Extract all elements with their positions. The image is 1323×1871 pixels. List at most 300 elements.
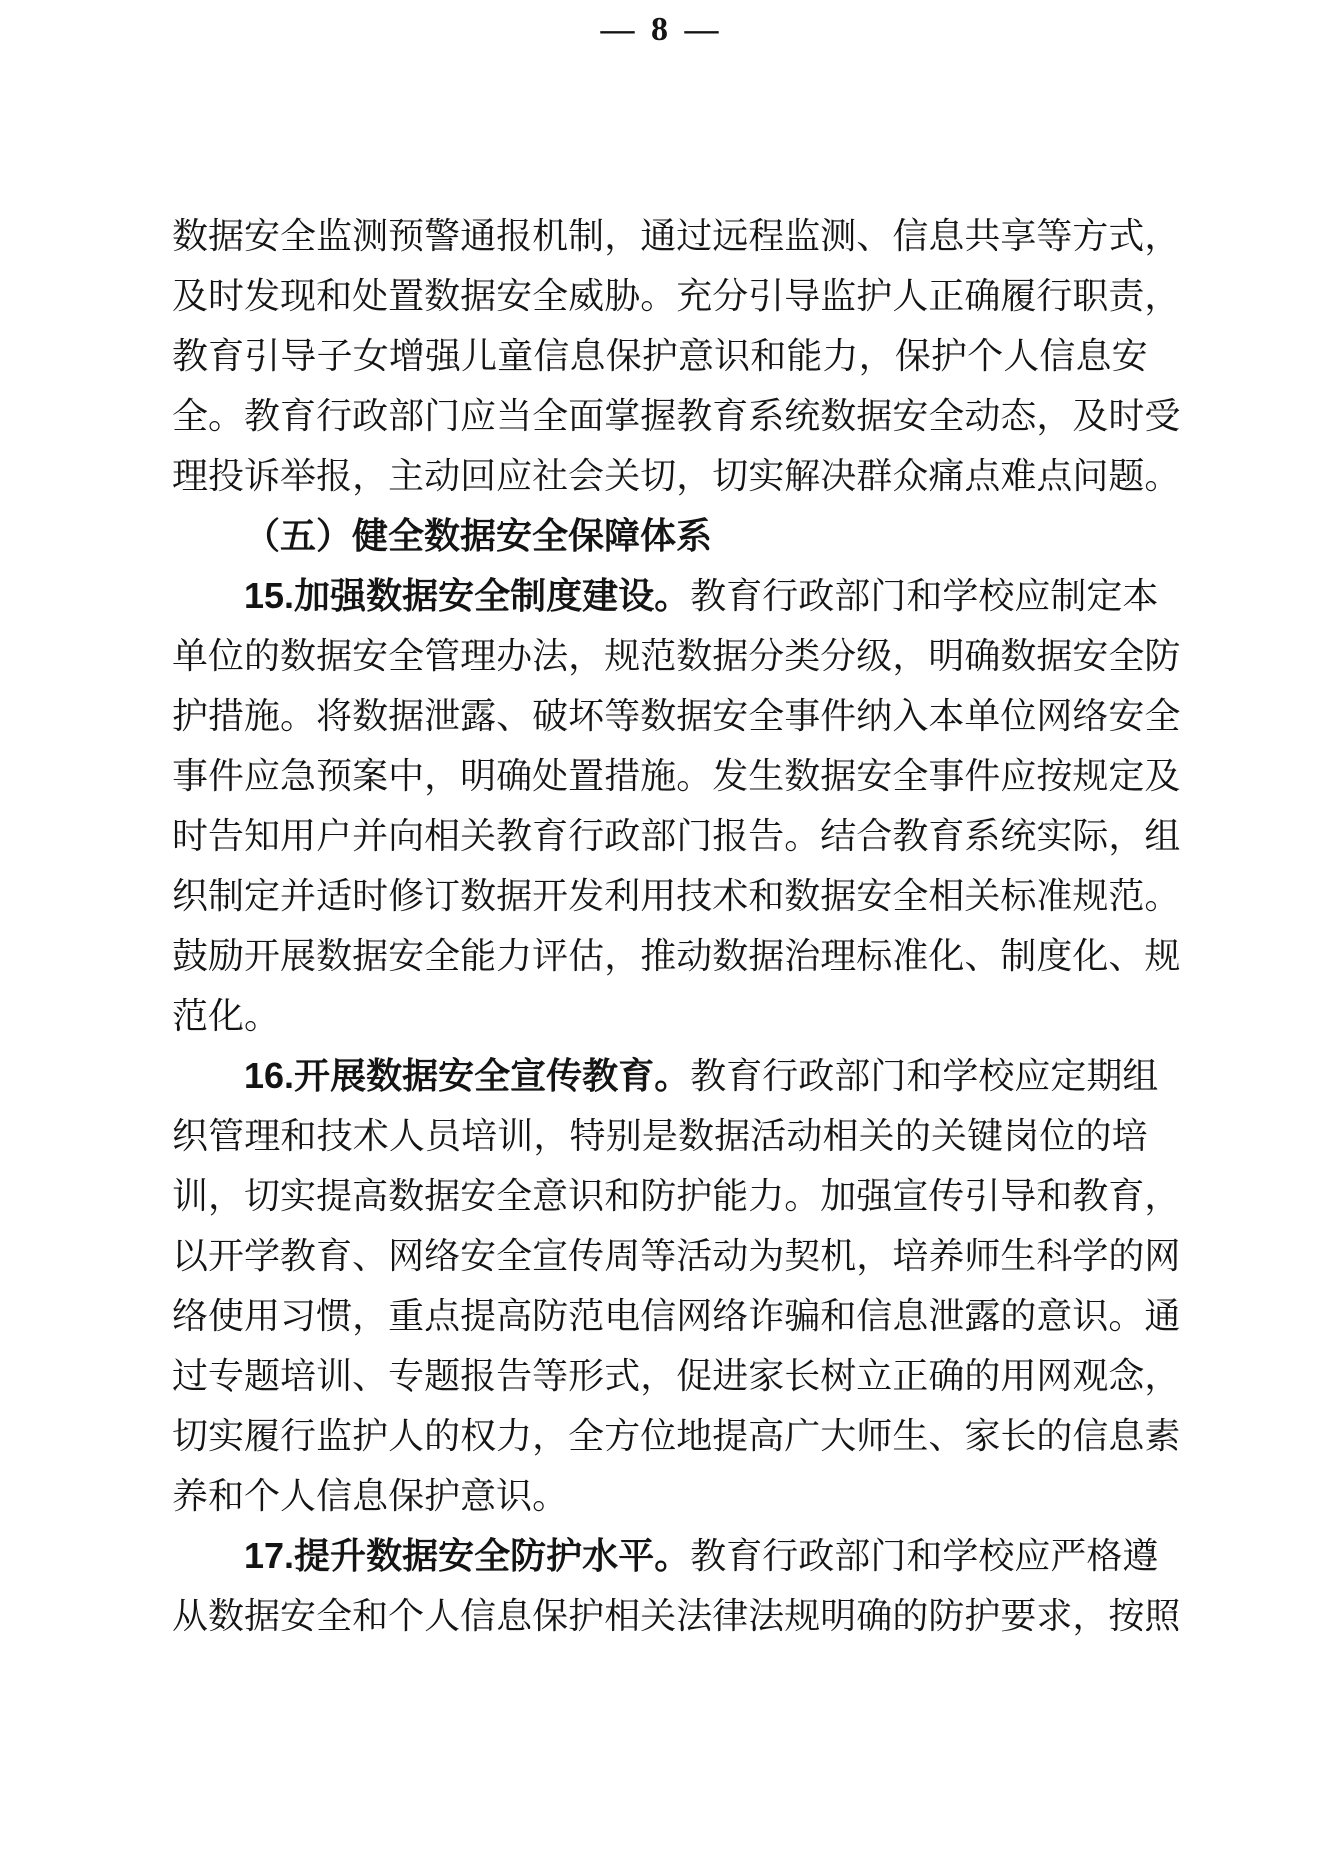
text-char: 和 — [906, 1536, 943, 1576]
text-char: 和 — [316, 276, 353, 316]
text-char: 威 — [568, 276, 605, 316]
text-char: 痛 — [928, 456, 965, 496]
text-char: ， — [533, 1116, 570, 1156]
text-char: 全 — [280, 216, 317, 256]
text-char: 和 — [750, 336, 787, 376]
text-char: 化 — [208, 996, 245, 1036]
text-char: 监 — [316, 216, 353, 256]
text-char: 的 — [964, 1356, 1001, 1396]
text-char: 育 — [1108, 1176, 1145, 1216]
text-char: 报 — [316, 456, 353, 496]
text-char: 的 — [1075, 1116, 1112, 1156]
text-char: 能 — [786, 336, 823, 376]
text-char: 结 — [820, 816, 857, 856]
text-char: 知 — [244, 816, 281, 856]
text-char: 防 — [532, 1296, 569, 1336]
paragraph-lead-char: 安 — [438, 1535, 475, 1576]
text-char: 人 — [388, 1116, 425, 1156]
text-char: 掌 — [604, 396, 641, 436]
text-char: 信 — [856, 1296, 893, 1336]
text-char: 据 — [244, 1596, 281, 1636]
text-char: 契 — [784, 1236, 821, 1276]
paragraph-lead-char: 。 — [654, 575, 691, 616]
paragraph-lead-char: 安 — [438, 1055, 475, 1096]
text-char: 受 — [1144, 396, 1181, 436]
text-char: 学 — [942, 576, 979, 616]
text-char: 理 — [460, 636, 497, 676]
text-char: 门 — [424, 396, 461, 436]
text-char: 和 — [906, 1056, 943, 1096]
text-char: 行 — [762, 1536, 799, 1576]
text-char: 权 — [460, 1416, 497, 1456]
text-line — [172, 1046, 1159, 1106]
text-char: 生 — [1000, 1236, 1037, 1276]
text-char: 护 — [424, 1476, 461, 1516]
text-char: 明 — [460, 756, 497, 796]
text-char: 明 — [820, 1596, 857, 1636]
text-char: 泄 — [424, 696, 461, 736]
text-char: 按 — [1108, 1596, 1145, 1636]
text-char: 。 — [280, 696, 317, 736]
text-char: 充 — [676, 276, 713, 316]
paragraph-lead-char: 全 — [474, 1055, 511, 1096]
text-char: 评 — [532, 936, 569, 976]
text-char: 时 — [172, 816, 209, 856]
text-char: 。 — [640, 276, 677, 316]
text-char: 远 — [712, 216, 749, 256]
text-char: 单 — [172, 636, 209, 676]
text-char: 护 — [676, 1176, 713, 1216]
paragraph-lead-char: 建 — [582, 575, 619, 616]
paragraph-lead-char: 水 — [582, 1535, 619, 1576]
text-char: 数 — [712, 936, 749, 976]
text-char: 全 — [496, 1176, 533, 1216]
text-char: 数 — [784, 756, 821, 796]
text-char: 享 — [1000, 216, 1037, 256]
text-char: 周 — [604, 1236, 641, 1276]
text-char: 题 — [424, 1356, 461, 1396]
text-char: 意 — [677, 336, 714, 376]
text-char: 等 — [532, 1356, 569, 1396]
text-char: ， — [604, 936, 641, 976]
text-char: 保 — [388, 1476, 425, 1516]
text-char: 发 — [568, 876, 605, 916]
text-char: 机 — [820, 1236, 857, 1276]
text-char: 科 — [1036, 1236, 1073, 1276]
text-char: 监 — [316, 1416, 353, 1456]
text-line — [172, 1586, 1181, 1646]
text-char: 息 — [352, 1476, 389, 1516]
text-char: 制 — [208, 876, 245, 916]
text-char: 件 — [820, 696, 857, 736]
text-char: 全 — [1108, 636, 1145, 676]
text-char: 。 — [676, 756, 713, 796]
text-char: 确 — [964, 636, 1001, 676]
paragraph-lead-char: 加 — [294, 575, 331, 616]
text-char: 解 — [784, 456, 821, 496]
text-char: 据 — [676, 696, 713, 736]
text-char: 全 — [532, 276, 569, 316]
paragraph-lead-char: 据 — [402, 1055, 439, 1096]
text-char: 增 — [388, 336, 425, 376]
text-char: 安 — [496, 276, 533, 316]
text-char: 照 — [1144, 1596, 1181, 1636]
text-line — [172, 1286, 1181, 1346]
text-char: 信 — [533, 336, 570, 376]
text-char: 技 — [676, 876, 713, 916]
text-char: 。 — [208, 396, 245, 436]
text-char: 用 — [1000, 1356, 1037, 1396]
text-char: 露 — [460, 696, 497, 736]
text-char: 的 — [1036, 1416, 1073, 1456]
text-char: 个 — [967, 336, 1004, 376]
text-char: 数 — [316, 936, 353, 976]
text-char: 安 — [892, 396, 929, 436]
text-char: 育 — [280, 396, 317, 436]
text-char: 应 — [1014, 1536, 1051, 1576]
text-char: 育 — [712, 396, 749, 436]
text-char: 广 — [784, 1416, 821, 1456]
text-char: 女 — [352, 336, 389, 376]
text-char: 政 — [798, 1536, 835, 1576]
text-char: 求 — [1036, 1596, 1073, 1636]
text-char: 息 — [1075, 336, 1112, 376]
text-char: ， — [1072, 1596, 1109, 1636]
text-char: 数 — [1000, 636, 1037, 676]
text-char: 信 — [316, 1476, 353, 1516]
text-char: 培 — [892, 1236, 929, 1276]
text-char: 分 — [748, 636, 785, 676]
paragraph-lead-char: 平 — [618, 1535, 655, 1576]
text-char: 化 — [928, 936, 965, 976]
text-char: 的 — [894, 1116, 931, 1156]
text-char: 育 — [208, 336, 245, 376]
text-char: 数 — [820, 396, 857, 436]
text-char: 统 — [1000, 816, 1037, 856]
text-char: 立 — [856, 1356, 893, 1396]
section-heading: （五）健全数据安全保障体系 — [244, 515, 713, 556]
text-char: 活 — [676, 1236, 713, 1276]
text-char: 点 — [1036, 456, 1073, 496]
text-char: 学 — [942, 1056, 979, 1096]
text-char: 识 — [1072, 1296, 1109, 1336]
text-char: ， — [1108, 816, 1145, 856]
text-char: 胁 — [604, 276, 641, 316]
text-char: ， — [1144, 276, 1181, 316]
text-char: 、 — [352, 1236, 389, 1276]
text-char: 相 — [604, 1596, 641, 1636]
text-char: 校 — [978, 1056, 1015, 1096]
text-char: 保 — [532, 1596, 569, 1636]
text-char: 防 — [1144, 636, 1181, 676]
text-char: 员 — [424, 1116, 461, 1156]
text-char: 告 — [748, 816, 785, 856]
text-char: ， — [1144, 1176, 1181, 1216]
text-char: 能 — [712, 1176, 749, 1216]
text-char: 关 — [460, 816, 497, 856]
text-char: 力 — [748, 1176, 785, 1216]
text-char: 保 — [605, 336, 642, 376]
text-char: 社 — [532, 456, 569, 496]
text-char: 时 — [352, 876, 389, 916]
text-char: 确 — [964, 276, 1001, 316]
text-char: 子 — [316, 336, 353, 376]
text-char: 安 — [712, 696, 749, 736]
text-char: 相 — [928, 876, 965, 916]
paragraph-lead-char: 教 — [582, 1055, 619, 1096]
text-char: 网 — [1036, 696, 1073, 736]
text-char: 投 — [208, 456, 245, 496]
text-char: 训 — [316, 1356, 353, 1396]
text-char: 单 — [964, 696, 1001, 736]
text-char: ， — [424, 756, 461, 796]
paragraph-lead-char: 展 — [330, 1055, 367, 1096]
text-char: 数 — [172, 216, 209, 256]
text-char: 树 — [820, 1356, 857, 1396]
text-char: 件 — [964, 756, 1001, 796]
text-char: 组 — [1144, 816, 1181, 856]
text-char: 露 — [964, 1296, 1001, 1336]
text-char: 安 — [352, 636, 389, 676]
text-char: 形 — [568, 1356, 605, 1396]
text-char: 系 — [964, 816, 1001, 856]
text-char: 用 — [280, 816, 317, 856]
text-char: 措 — [208, 696, 245, 736]
text-char: 标 — [1000, 876, 1037, 916]
text-char: 展 — [280, 936, 317, 976]
text-char: 准 — [892, 936, 929, 976]
text-char: 识 — [568, 1176, 605, 1216]
text-char: 定 — [1086, 576, 1123, 616]
paragraph-lead-char: 数 — [366, 575, 403, 616]
text-char: 纳 — [856, 696, 893, 736]
text-char: 治 — [784, 936, 821, 976]
text-line — [172, 1226, 1181, 1286]
text-char: 育 — [726, 1536, 763, 1576]
text-char: 据 — [856, 396, 893, 436]
text-char: 件 — [208, 756, 245, 796]
text-char: 念 — [1108, 1356, 1145, 1396]
text-char: 动 — [676, 936, 713, 976]
text-char: ， — [640, 1356, 677, 1396]
text-char: 规 — [604, 636, 641, 676]
text-char: 长 — [1000, 1416, 1037, 1456]
text-char: 。 — [1144, 876, 1181, 916]
text-char: 部 — [834, 1536, 871, 1576]
text-char: 安 — [1072, 636, 1109, 676]
text-char: 网 — [1144, 1236, 1181, 1276]
text-char: 规 — [1072, 756, 1109, 796]
text-char: 遵 — [1122, 1536, 1159, 1576]
text-char: 测 — [352, 216, 389, 256]
text-char: 训 — [172, 1176, 209, 1216]
text-char: 测 — [820, 216, 857, 256]
text-char: 处 — [532, 756, 569, 796]
text-char: 数 — [280, 636, 317, 676]
text-char: 过 — [172, 1356, 209, 1396]
text-char: 部 — [834, 576, 871, 616]
text-char: 育 — [316, 1236, 353, 1276]
text-char: 入 — [892, 696, 929, 736]
text-char: 报 — [496, 216, 533, 256]
text-char: 类 — [784, 636, 821, 676]
text-char: 态 — [1000, 396, 1037, 436]
text-char: 事 — [172, 756, 209, 796]
text-char: 的 — [244, 636, 281, 676]
text-char: 据 — [316, 636, 353, 676]
text-char: 长 — [784, 1356, 821, 1396]
text-char: 管 — [208, 1116, 245, 1156]
text-char: 管 — [424, 636, 461, 676]
text-char: 人 — [1003, 336, 1040, 376]
text-char: 和 — [906, 576, 943, 616]
text-char: 传 — [928, 1176, 965, 1216]
paragraph-lead-char: 提 — [294, 1535, 331, 1576]
text-char: 定 — [244, 876, 281, 916]
text-char: ， — [604, 216, 641, 256]
text-char: 部 — [388, 396, 425, 436]
text-char: 电 — [604, 1296, 641, 1336]
text-char: 理 — [244, 1116, 281, 1156]
text-char: 共 — [964, 216, 1001, 256]
text-char: 促 — [676, 1356, 713, 1396]
paragraph-lead-char: 护 — [546, 1535, 583, 1576]
text-line — [172, 986, 1148, 1046]
text-char: 养 — [172, 1476, 209, 1516]
text-char: ， — [352, 1296, 389, 1336]
paragraph-lead-char: 升 — [330, 1535, 367, 1576]
paragraph-lead-char: 全 — [474, 575, 511, 616]
text-char: 安 — [280, 1596, 317, 1636]
text-char: 题 — [1108, 456, 1145, 496]
text-char: 全 — [532, 396, 569, 436]
text-char: 提 — [460, 1296, 497, 1336]
text-char: 估 — [568, 936, 605, 976]
text-char: 全 — [892, 756, 929, 796]
text-char: 切 — [172, 1416, 209, 1456]
text-char: 系 — [748, 396, 785, 436]
text-char: 动 — [712, 1236, 749, 1276]
text-char: 培 — [1111, 1116, 1148, 1156]
text-char: ， — [1144, 1356, 1181, 1396]
paragraph-lead-char: 据 — [402, 1535, 439, 1576]
text-char: 。 — [1144, 456, 1181, 496]
text-char: 回 — [460, 456, 497, 496]
text-char: 级 — [856, 636, 893, 676]
text-char: 的 — [424, 1416, 461, 1456]
text-char: 数 — [424, 276, 461, 316]
text-char: ， — [532, 1416, 569, 1456]
text-char: 网 — [1036, 1356, 1073, 1396]
text-char: 开 — [244, 936, 281, 976]
text-char: 行 — [1036, 276, 1073, 316]
text-char: 惯 — [316, 1296, 353, 1336]
text-char: 准 — [1036, 876, 1073, 916]
text-char: 教 — [690, 576, 727, 616]
text-char: 。 — [784, 1176, 821, 1216]
text-char: 高 — [352, 1176, 389, 1216]
text-char: 本 — [1122, 576, 1159, 616]
text-char: 保 — [894, 336, 931, 376]
text-line — [172, 386, 1181, 446]
text-char: ， — [676, 456, 713, 496]
text-char: 措 — [604, 756, 641, 796]
text-char: 明 — [928, 636, 965, 676]
text-char: 修 — [388, 876, 425, 916]
text-char: 方 — [1072, 216, 1109, 256]
text-char: 息 — [569, 336, 606, 376]
text-char: 高 — [496, 1296, 533, 1336]
text-line — [172, 566, 1159, 626]
text-char: 严 — [1050, 1536, 1087, 1576]
text-char: 置 — [388, 276, 425, 316]
text-char: 发 — [712, 756, 749, 796]
text-char: 格 — [1086, 1536, 1123, 1576]
text-char: 政 — [798, 576, 835, 616]
text-char: 教 — [496, 816, 533, 856]
text-char: 网 — [388, 1236, 425, 1276]
text-char: 高 — [748, 1416, 785, 1456]
text-char: 据 — [820, 876, 857, 916]
text-char: 关 — [930, 1116, 967, 1156]
text-char: 决 — [820, 456, 857, 496]
text-char: 护 — [172, 696, 209, 736]
text-char: 主 — [388, 456, 425, 496]
text-char: 提 — [316, 1176, 353, 1216]
text-char: 个 — [388, 1596, 425, 1636]
paragraph-lead-char: 据 — [402, 575, 439, 616]
text-char: 式 — [1108, 216, 1145, 256]
text-char: 络 — [712, 1296, 749, 1336]
text-char: 度 — [1036, 936, 1073, 976]
text-char: 门 — [870, 1536, 907, 1576]
text-char: 告 — [496, 1356, 533, 1396]
text-char: 信 — [1039, 336, 1076, 376]
text-char: 习 — [280, 1296, 317, 1336]
text-char: 息 — [928, 216, 965, 256]
text-char: 安 — [1108, 696, 1145, 736]
text-char: 据 — [712, 636, 749, 676]
text-char: 数 — [388, 1176, 425, 1216]
text-char: 键 — [967, 1116, 1004, 1156]
text-char: 强 — [424, 336, 461, 376]
text-char: 数 — [640, 696, 677, 736]
text-char: 和 — [604, 1176, 641, 1216]
text-char: 应 — [1000, 756, 1037, 796]
page-number: — 8 — — [600, 11, 723, 48]
text-char: 方 — [604, 1416, 641, 1456]
text-char: 据 — [1036, 636, 1073, 676]
text-char: 报 — [712, 816, 749, 856]
text-char: 举 — [280, 456, 317, 496]
text-block — [172, 206, 1181, 1646]
text-char: 诈 — [748, 1296, 785, 1336]
text-char: 点 — [964, 456, 1001, 496]
text-char: 门 — [676, 816, 713, 856]
text-char: 育 — [726, 576, 763, 616]
text-char: 学 — [942, 1536, 979, 1576]
text-char: 、 — [496, 696, 533, 736]
text-char: 师 — [964, 1236, 1001, 1276]
text-char: 校 — [978, 576, 1015, 616]
text-char: 培 — [461, 1116, 498, 1156]
text-char: 据 — [714, 1116, 751, 1156]
text-char: 行 — [568, 816, 605, 856]
paragraph-lead-char: 开 — [294, 1055, 331, 1096]
text-char: 关 — [858, 1116, 895, 1156]
text-char: 难 — [1000, 456, 1037, 496]
text-char: 职 — [1072, 276, 1109, 316]
